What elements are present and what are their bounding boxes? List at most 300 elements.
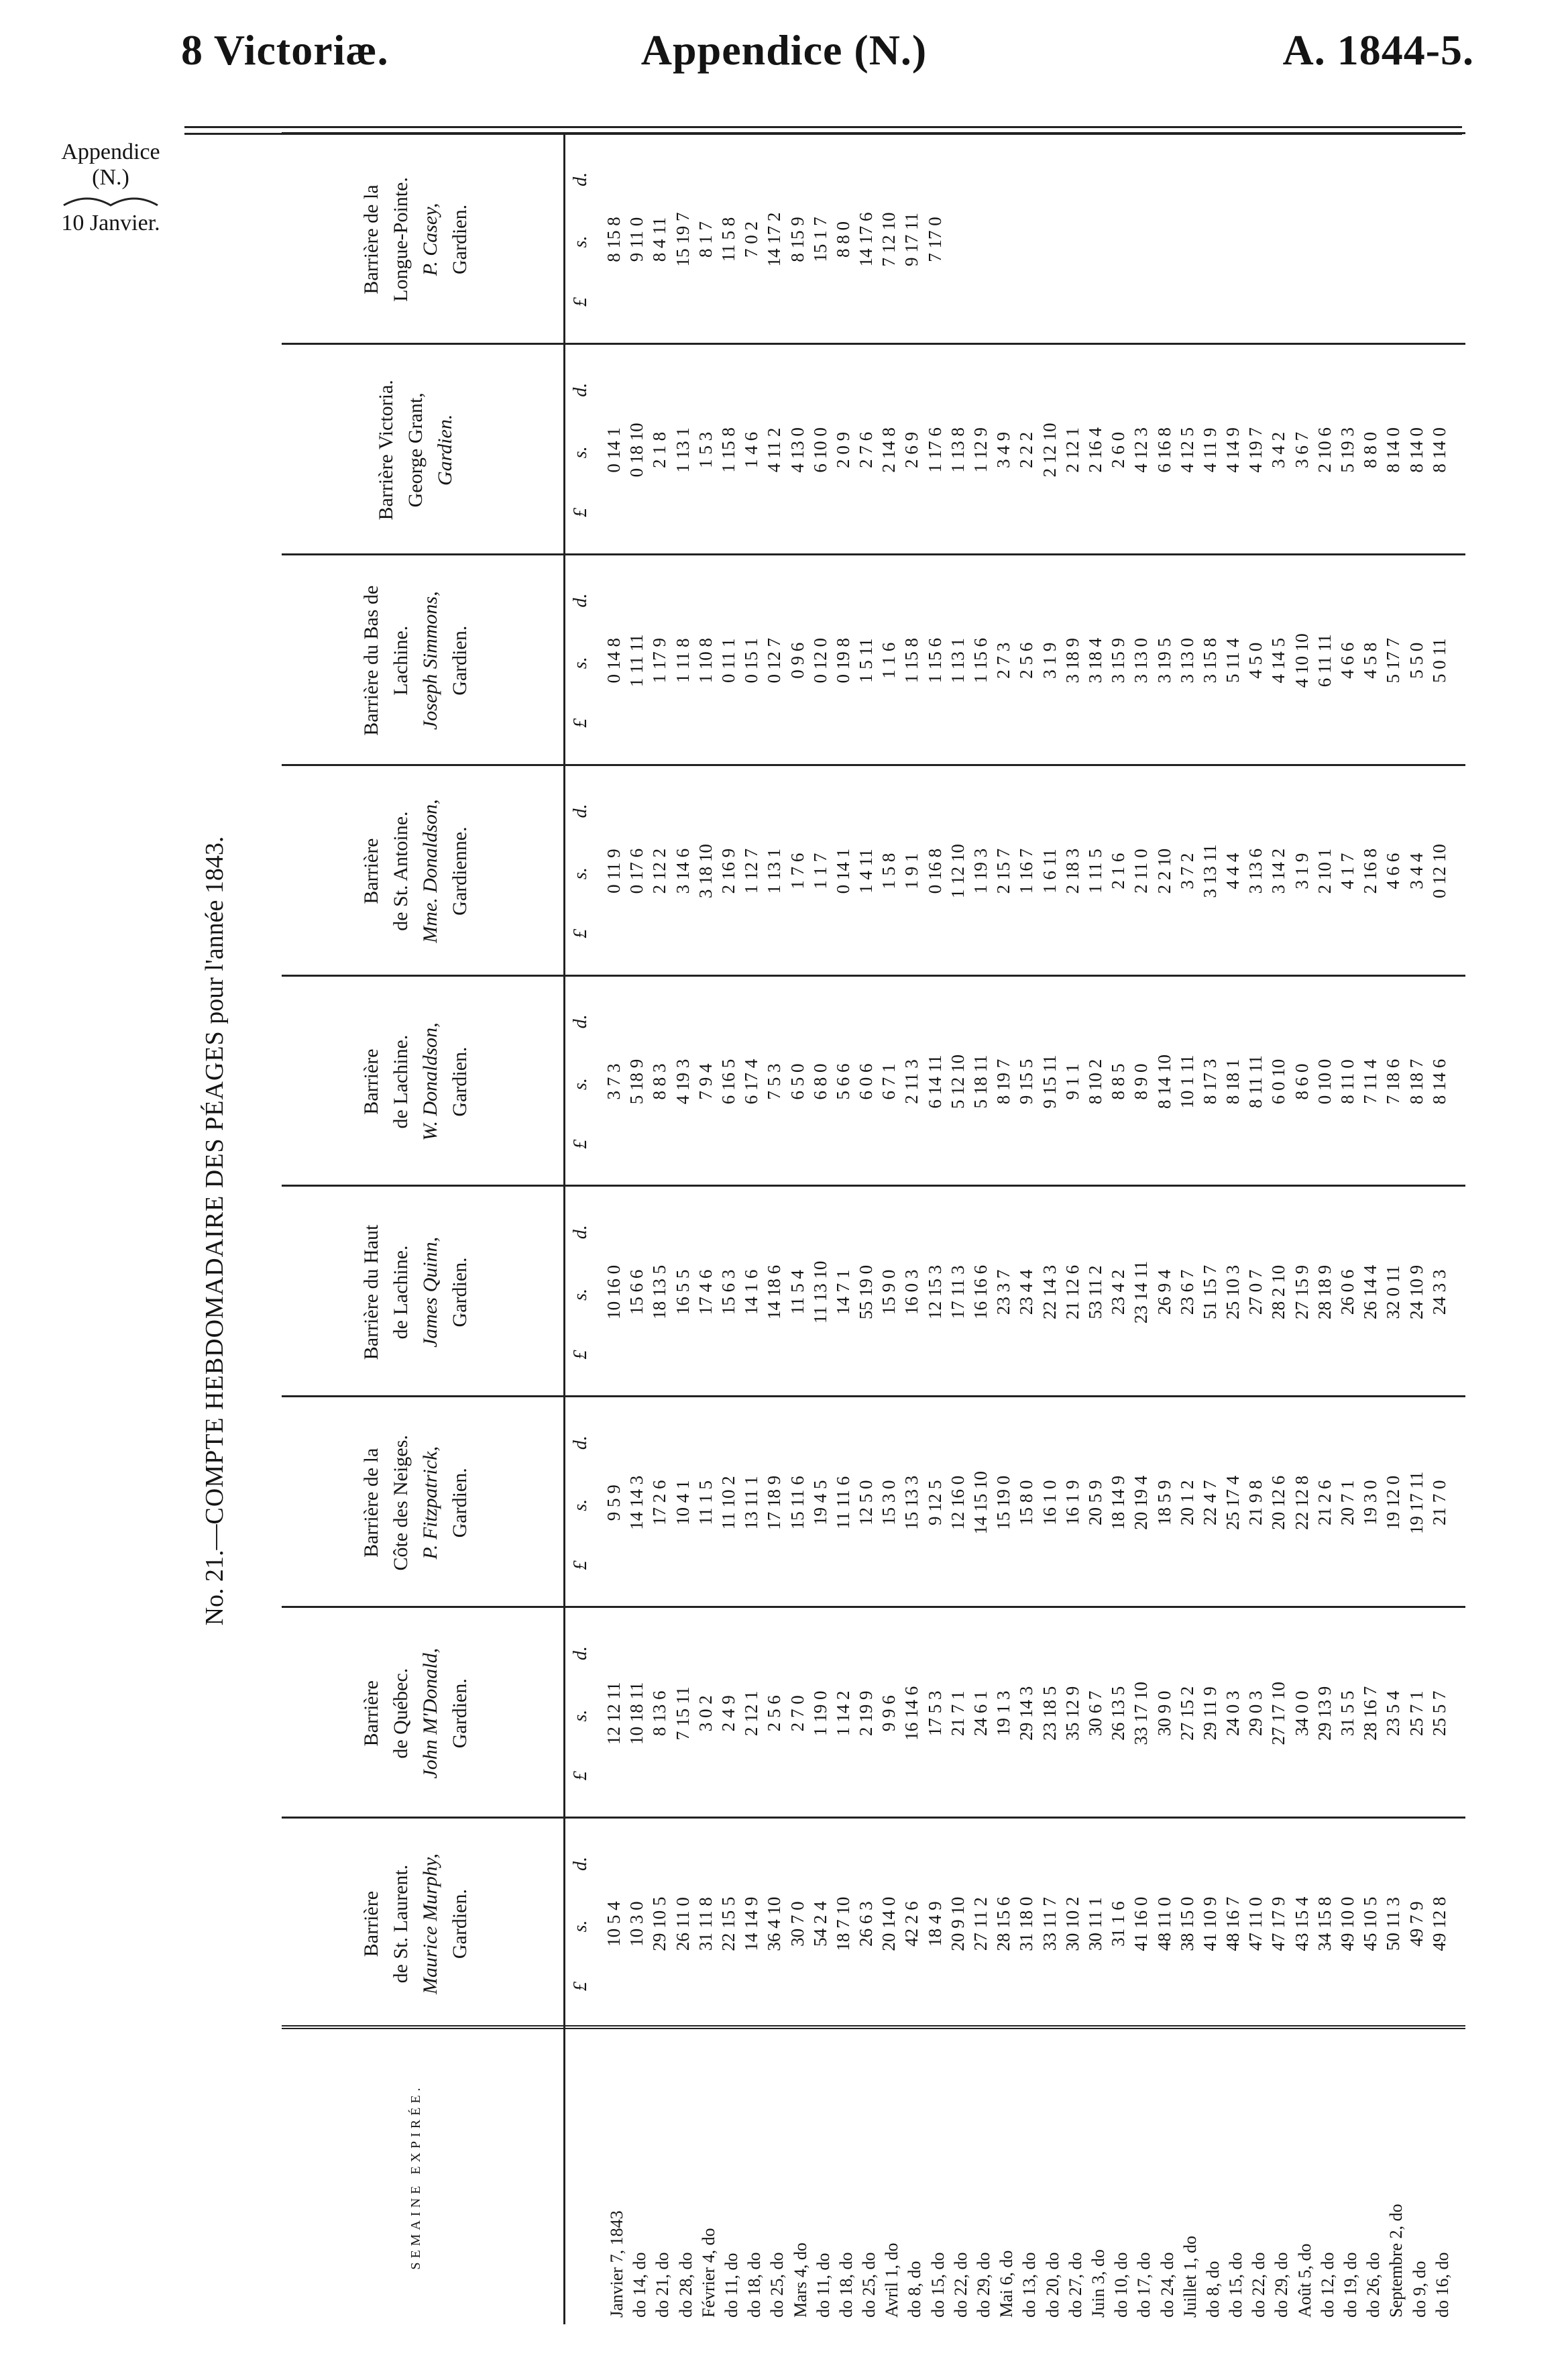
week-date: Août 5, do <box>1294 2243 1314 2318</box>
toll-gate-header-l1: Barrière du Bas de <box>360 585 382 736</box>
toll-amount-cell: 0 10 0 <box>1314 1059 1335 1105</box>
toll-amount-cell: 4 5 0 <box>1245 642 1266 679</box>
week-header-label: SEMAINE EXPIRÉE. <box>408 2084 423 2270</box>
toll-amount-cell: 14 15 10 <box>970 1471 991 1535</box>
unit-label: £ <box>570 1771 591 1781</box>
caption-suffix: pour l'année 1843. <box>201 836 229 1031</box>
unit-label: d. <box>570 382 591 397</box>
side-note-line2: (N.) <box>92 165 129 190</box>
toll-amount-cell: 23 3 7 <box>993 1269 1014 1315</box>
unit-label: s. <box>570 446 591 459</box>
toll-amount-cell: 18 7 10 <box>832 1896 853 1951</box>
header-year: A. 1844-5. <box>1282 26 1474 74</box>
currency-units <box>570 779 592 963</box>
toll-amount-cell: 28 2 10 <box>1268 1264 1289 1319</box>
toll-amount-cell: 18 14 9 <box>1108 1475 1129 1530</box>
toll-amount-cell: 11 13 10 <box>809 1260 830 1324</box>
toll-gate-header-keeper: John M'Donald, <box>419 1647 441 1779</box>
week-date: Septembre 2, do <box>1386 2204 1406 2318</box>
toll-amount-cell: 2 11 0 <box>1131 849 1152 894</box>
toll-amount-cell: 24 3 3 <box>1429 1269 1449 1315</box>
toll-amount-cell: 15 3 0 <box>879 1480 899 1526</box>
toll-amount-cell: 48 11 0 <box>1154 1897 1174 1951</box>
toll-amount-cell: 1 19 3 <box>970 848 991 894</box>
toll-gate-header-l2: de Lachine. <box>390 1245 412 1340</box>
toll-amount-cell: 30 10 2 <box>1062 1896 1082 1951</box>
unit-label: s. <box>570 657 591 669</box>
toll-amount-cell: 1 4 11 <box>856 849 877 894</box>
toll-amount-cell: 0 12 10 <box>1429 844 1449 899</box>
week-date: do 19, do <box>1341 2252 1361 2318</box>
toll-amount-cell: 9 11 0 <box>626 217 647 262</box>
week-date: do 24, do <box>1157 2252 1177 2318</box>
toll-gate-header-role: Gardien. <box>449 1468 471 1538</box>
toll-amount-cell: 9 15 11 <box>1039 1054 1060 1109</box>
week-date: do 27, do <box>1065 2252 1085 2318</box>
toll-amount-cell: 14 14 9 <box>741 1896 762 1951</box>
toll-amount-cell: 12 16 0 <box>947 1475 968 1530</box>
toll-amount-cell: 30 9 0 <box>1154 1690 1174 1736</box>
toll-amount-cell: 53 11 2 <box>1084 1265 1105 1319</box>
unit-label: d. <box>570 1856 591 1871</box>
toll-amount-cell: 1 17 6 <box>924 427 945 473</box>
toll-amount-cell: 2 10 1 <box>1314 848 1335 894</box>
toll-amount-cell: 15 8 0 <box>1016 1480 1037 1526</box>
toll-amount-cell: 14 14 3 <box>626 1475 647 1530</box>
toll-amount-cell: 8 14 0 <box>1383 427 1404 473</box>
toll-gate-header-l1: Barrière du Haut <box>360 1224 382 1360</box>
toll-amount-cell: 2 11 3 <box>901 1059 922 1104</box>
toll-amount-cell: 1 5 11 <box>856 638 877 683</box>
week-date: do 11, do <box>721 2253 741 2318</box>
toll-amount-cell: 7 17 0 <box>924 217 945 262</box>
toll-amount-cell: 33 11 7 <box>1039 1897 1060 1951</box>
toll-amount-cell: 16 1 9 <box>1062 1480 1082 1526</box>
toll-amount-cell: 8 14 0 <box>1406 427 1426 473</box>
unit-label: d. <box>570 1646 591 1661</box>
week-date: do 25, do <box>859 2252 879 2318</box>
toll-gate-header-l1: Barrière Victoria. <box>375 380 397 521</box>
toll-amount-cell: 8 9 0 <box>1131 1063 1152 1100</box>
toll-gate-header-keeper: W. Donaldson, <box>419 1022 441 1141</box>
toll-amount-cell: 25 7 1 <box>1406 1690 1426 1736</box>
toll-amount-cell: 30 11 1 <box>1084 1897 1105 1951</box>
unit-label: d. <box>570 804 591 818</box>
toll-amount-cell: 17 11 3 <box>947 1265 968 1319</box>
week-date: do 8, do <box>905 2261 925 2318</box>
caption-title: COMPTE HEBDOMADAIRE DES PÉAGES <box>201 1030 229 1525</box>
toll-amount-cell: 5 19 3 <box>1337 427 1358 473</box>
toll-amount-cell: 1 4 6 <box>741 431 762 468</box>
toll-amount-cell: 32 0 11 <box>1383 1265 1404 1319</box>
toll-amount-cell: 21 7 1 <box>947 1690 968 1736</box>
toll-amount-cell: 7 15 11 <box>672 1686 693 1741</box>
week-date: do 21, do <box>653 2252 673 2318</box>
toll-amount-cell: 7 18 6 <box>1383 1059 1404 1105</box>
toll-amount-cell: 4 11 2 <box>764 427 785 473</box>
toll-amount-cell: 14 17 6 <box>856 212 877 267</box>
caption-number: No. 21.— <box>201 1524 229 1626</box>
toll-amount-cell: 7 5 3 <box>764 1063 785 1100</box>
toll-amount-cell: 14 7 1 <box>832 1269 853 1315</box>
week-date: Mars 4, do <box>790 2242 810 2318</box>
toll-amount-cell: 23 4 4 <box>1016 1269 1037 1315</box>
toll-amount-cell: 0 15 1 <box>741 637 762 684</box>
week-date: do 15, do <box>1226 2252 1246 2318</box>
toll-amount-cell: 19 4 5 <box>809 1480 830 1526</box>
week-date: do 9, do <box>1409 2261 1429 2318</box>
toll-gate-header <box>282 1397 550 1608</box>
toll-amount-cell: 11 11 6 <box>832 1476 853 1529</box>
toll-amount-cell: 0 9 6 <box>787 642 807 679</box>
toll-amount-cell: 7 12 10 <box>879 212 899 267</box>
currency-units <box>570 1200 592 1384</box>
toll-amount-cell: 3 4 4 <box>1406 853 1426 889</box>
toll-gate-header-l1: Barrière de la <box>360 184 382 294</box>
unit-label: d. <box>570 1014 591 1029</box>
toll-amount-cell: 10 16 0 <box>604 1264 624 1319</box>
toll-amount-cell: 31 1 6 <box>1108 1901 1129 1947</box>
toll-amount-cell: 26 11 0 <box>672 1897 693 1951</box>
top-rule <box>184 126 1462 128</box>
toll-amount-cell: 2 12 1 <box>741 1690 762 1736</box>
currency-units <box>570 148 592 331</box>
toll-amount-cell: 5 18 9 <box>626 1059 647 1105</box>
toll-amount-cell: 20 1 2 <box>1176 1480 1197 1526</box>
unit-label: £ <box>570 1139 591 1149</box>
side-note-line1: Appendice <box>61 140 160 164</box>
toll-amount-cell: 15 19 0 <box>993 1475 1014 1530</box>
toll-amount-cell: 0 11 9 <box>604 849 624 894</box>
toll-amount-cell: 12 15 3 <box>924 1264 945 1319</box>
unit-label: £ <box>570 928 591 938</box>
toll-gate-header <box>282 134 550 345</box>
toll-amount-cell: 49 7 9 <box>1406 1901 1426 1947</box>
toll-gate-header-role: Gardien. <box>449 1889 471 1959</box>
toll-amount-cell: 3 13 0 <box>1176 637 1197 684</box>
week-date: do 13, do <box>1019 2252 1040 2318</box>
week-date: do 22, do <box>950 2252 970 2318</box>
toll-amount-cell: 3 18 10 <box>695 844 716 899</box>
toll-amount-cell: 2 7 6 <box>856 431 877 468</box>
toll-amount-cell: 20 12 6 <box>1268 1475 1289 1530</box>
toll-amount-cell: 2 2 10 <box>1154 848 1174 894</box>
toll-amount-cell: 5 18 11 <box>970 1054 991 1109</box>
toll-amount-cell: 2 16 8 <box>1360 848 1381 894</box>
toll-amount-cell: 10 1 11 <box>1176 1054 1197 1109</box>
toll-amount-cell: 21 7 0 <box>1429 1480 1449 1526</box>
week-date: Mai 6, do <box>997 2250 1017 2318</box>
unit-label: s. <box>570 1288 591 1301</box>
toll-amount-cell: 7 9 4 <box>695 1063 716 1100</box>
toll-amount-cell: 28 18 9 <box>1314 1264 1335 1319</box>
toll-gate-header-keeper: P. Fitzpatrick, <box>419 1446 441 1560</box>
toll-amount-cell: 26 9 4 <box>1154 1269 1174 1315</box>
week-date: do 20, do <box>1042 2252 1062 2318</box>
toll-amount-cell: 0 14 8 <box>604 637 624 684</box>
toll-amount-cell: 16 0 3 <box>901 1269 922 1315</box>
toll-amount-cell: 3 18 9 <box>1062 637 1082 684</box>
toll-amount-cell: 8 8 3 <box>649 1063 670 1100</box>
toll-amount-cell: 17 2 6 <box>649 1480 670 1526</box>
toll-amount-cell: 28 16 7 <box>1360 1686 1381 1741</box>
toll-amount-cell: 1 19 0 <box>809 1690 830 1736</box>
toll-amount-cell: 29 11 9 <box>1199 1686 1220 1741</box>
week-date: Janvier 7, 1843 <box>607 2210 626 2318</box>
toll-amount-cell: 20 5 9 <box>1084 1480 1105 1526</box>
toll-amount-cell: 0 11 1 <box>718 638 738 683</box>
toll-amount-cell: 8 6 0 <box>1291 1063 1312 1100</box>
toll-amount-cell: 8 8 5 <box>1108 1063 1129 1100</box>
week-date: do 26, do <box>1363 2252 1384 2318</box>
toll-amount-cell: 2 19 9 <box>856 1690 877 1736</box>
currency-units <box>570 569 592 753</box>
toll-amount-cell: 2 15 7 <box>993 848 1014 894</box>
table-caption <box>194 795 235 1667</box>
toll-amount-cell: 18 13 5 <box>649 1264 670 1319</box>
toll-amount-cell: 21 12 6 <box>1062 1264 1082 1319</box>
toll-amount-cell: 12 5 0 <box>856 1480 877 1526</box>
toll-amount-cell: 21 2 6 <box>1314 1480 1335 1526</box>
currency-units <box>570 1832 592 2016</box>
unit-label: s. <box>570 1709 591 1722</box>
toll-amount-cell: 6 7 1 <box>879 1063 899 1100</box>
toll-amount-cell: 20 7 1 <box>1337 1480 1358 1526</box>
toll-amount-cell: 6 14 11 <box>924 1054 945 1109</box>
toll-amount-cell: 4 14 5 <box>1268 637 1289 684</box>
toll-amount-cell: 1 6 11 <box>1039 849 1060 894</box>
toll-amount-cell: 24 6 1 <box>970 1690 991 1736</box>
toll-amount-cell: 28 15 6 <box>993 1896 1014 1951</box>
toll-amount-cell: 3 13 11 <box>1199 844 1220 898</box>
unit-label: £ <box>570 1560 591 1570</box>
toll-amount-cell: 6 0 6 <box>856 1063 877 1100</box>
toll-amount-cell: 29 10 5 <box>649 1896 670 1951</box>
toll-amount-cell: 48 16 7 <box>1223 1896 1243 1951</box>
toll-amount-cell: 2 6 0 <box>1108 431 1129 468</box>
toll-amount-cell: 2 12 2 <box>649 848 670 894</box>
week-date: do 15, do <box>928 2252 948 2318</box>
toll-amount-cell: 1 14 2 <box>832 1690 853 1736</box>
toll-amount-cell: 1 13 1 <box>947 637 968 684</box>
toll-gate-header-l1: Barrière de la <box>360 1448 382 1558</box>
toll-amount-cell: 25 5 7 <box>1429 1690 1449 1736</box>
unit-label: d. <box>570 172 591 186</box>
toll-amount-cell: 4 12 5 <box>1176 427 1197 473</box>
toll-amount-cell: 15 9 0 <box>879 1269 899 1315</box>
toll-amount-cell: 1 15 8 <box>901 637 922 684</box>
toll-gate-header-l2: de St. Laurent. <box>390 1864 412 1984</box>
toll-amount-cell: 4 19 7 <box>1245 427 1266 473</box>
toll-gate-header <box>282 1187 550 1397</box>
toll-amount-cell: 1 10 8 <box>695 637 716 684</box>
toll-amount-cell: 45 10 5 <box>1360 1896 1381 1951</box>
toll-amount-cell: 35 12 9 <box>1062 1686 1082 1741</box>
toll-amount-cell: 8 18 1 <box>1223 1059 1243 1105</box>
toll-amount-cell: 22 12 8 <box>1291 1475 1312 1530</box>
week-date: do 17, do <box>1134 2252 1154 2318</box>
week-date: Juin 3, do <box>1088 2249 1108 2318</box>
toll-amount-cell: 6 16 8 <box>1154 427 1174 473</box>
toll-amount-cell: 5 12 10 <box>947 1054 968 1110</box>
toll-gate-header-keeper: James Quinn, <box>419 1236 441 1348</box>
toll-amount-cell: 19 17 11 <box>1406 1471 1426 1535</box>
toll-amount-cell: 1 13 1 <box>672 427 693 473</box>
toll-amount-cell: 18 5 9 <box>1154 1480 1174 1526</box>
toll-amount-cell: 1 11 5 <box>1084 849 1105 894</box>
toll-amount-cell: 23 6 7 <box>1176 1269 1197 1315</box>
side-note <box>40 140 181 236</box>
toll-gate-header <box>282 1608 550 1819</box>
toll-amount-cell: 0 12 0 <box>809 637 830 684</box>
toll-gate-header-role: Gardien. <box>449 1678 471 1749</box>
toll-gate-header-l2: Lachine. <box>390 625 412 696</box>
toll-amount-cell: 3 4 2 <box>1268 431 1289 468</box>
toll-amount-cell: 42 2 6 <box>901 1901 922 1947</box>
week-date: do 11, do <box>813 2253 833 2318</box>
toll-amount-cell: 1 11 11 <box>626 634 647 688</box>
toll-amount-cell: 16 14 6 <box>901 1686 922 1741</box>
week-date: do 22, do <box>1249 2252 1269 2318</box>
toll-amount-cell: 4 10 10 <box>1291 633 1312 688</box>
toll-amount-cell: 10 3 0 <box>626 1901 647 1947</box>
toll-amount-cell: 8 8 0 <box>832 221 853 258</box>
toll-amount-cell: 15 6 3 <box>718 1269 738 1315</box>
toll-amount-cell: 1 12 7 <box>741 848 762 894</box>
toll-amount-cell: 2 1 8 <box>649 431 670 468</box>
toll-amount-cell: 8 18 7 <box>1406 1059 1426 1105</box>
toll-amount-cell: 1 17 9 <box>649 637 670 684</box>
toll-amount-cell: 43 15 4 <box>1291 1896 1312 1951</box>
toll-amount-cell: 3 19 5 <box>1154 637 1174 684</box>
toll-amount-cell: 20 9 10 <box>947 1896 968 1951</box>
toll-amount-cell: 3 14 2 <box>1268 848 1289 894</box>
toll-amount-cell: 17 18 9 <box>764 1475 785 1530</box>
toll-amount-cell: 2 16 4 <box>1084 427 1105 473</box>
toll-amount-cell: 51 15 7 <box>1199 1264 1220 1319</box>
toll-amount-cell: 54 2 4 <box>809 1901 830 1947</box>
toll-amount-cell: 23 18 5 <box>1039 1686 1060 1741</box>
header-rule <box>563 134 565 2324</box>
toll-amount-cell: 10 18 11 <box>626 1682 647 1745</box>
toll-gate-header-l2: de Lachine. <box>390 1034 412 1129</box>
toll-amount-cell: 30 6 7 <box>1084 1690 1105 1736</box>
unit-label: s. <box>570 867 591 880</box>
unit-label: £ <box>570 1982 591 1992</box>
tolls-table <box>282 134 1465 2324</box>
toll-amount-cell: 8 13 6 <box>649 1690 670 1736</box>
currency-units <box>570 990 592 1174</box>
toll-amount-cell: 7 11 4 <box>1360 1059 1381 1104</box>
toll-amount-cell: 6 16 5 <box>718 1059 738 1105</box>
toll-amount-cell: 3 1 9 <box>1291 853 1312 889</box>
toll-amount-cell: 41 10 9 <box>1199 1896 1220 1951</box>
toll-amount-cell: 34 15 8 <box>1314 1896 1335 1951</box>
toll-amount-cell: 19 1 3 <box>993 1690 1014 1736</box>
toll-amount-cell: 16 5 5 <box>672 1269 693 1315</box>
toll-amount-cell: 2 2 2 <box>1016 431 1037 468</box>
toll-amount-cell: 47 11 0 <box>1245 1897 1266 1951</box>
toll-amount-cell: 16 1 0 <box>1039 1480 1060 1526</box>
toll-amount-cell: 3 18 4 <box>1084 637 1105 684</box>
toll-amount-cell: 9 17 11 <box>901 212 922 266</box>
toll-amount-cell: 8 17 3 <box>1199 1059 1220 1105</box>
toll-amount-cell: 2 18 3 <box>1062 848 1082 894</box>
toll-amount-cell: 2 7 0 <box>787 1695 807 1732</box>
toll-amount-cell: 3 13 6 <box>1245 848 1266 894</box>
toll-amount-cell: 15 19 7 <box>672 212 693 267</box>
toll-amount-cell: 34 0 0 <box>1291 1690 1312 1736</box>
toll-amount-cell: 31 5 5 <box>1337 1690 1358 1736</box>
toll-amount-cell: 4 12 3 <box>1131 427 1152 473</box>
toll-amount-cell: 50 11 3 <box>1383 1897 1404 1951</box>
toll-amount-cell: 3 4 9 <box>993 431 1014 468</box>
unit-label: d. <box>570 593 591 608</box>
toll-gate-header <box>282 766 550 977</box>
toll-amount-cell: 4 4 4 <box>1223 853 1243 889</box>
currency-units <box>570 1411 592 1594</box>
toll-amount-cell: 9 9 6 <box>879 1695 899 1732</box>
week-date: do 29, do <box>1272 2252 1292 2318</box>
toll-amount-cell: 5 6 6 <box>832 1063 853 1100</box>
toll-amount-cell: 0 16 8 <box>924 848 945 894</box>
week-date: do 28, do <box>675 2252 695 2318</box>
toll-amount-cell: 15 1 7 <box>809 217 830 262</box>
toll-amount-cell: 18 4 9 <box>924 1901 945 1947</box>
week-date: do 18, do <box>836 2252 856 2318</box>
toll-amount-cell: 27 0 7 <box>1245 1269 1266 1315</box>
toll-amount-cell: 4 6 6 <box>1337 642 1358 679</box>
toll-gate-header <box>282 977 550 1187</box>
toll-gate-header <box>282 345 550 555</box>
toll-amount-cell: 11 10 2 <box>718 1476 738 1530</box>
toll-amount-cell: 27 17 10 <box>1268 1681 1289 1745</box>
toll-amount-cell: 1 12 9 <box>970 427 991 473</box>
toll-amount-cell: 0 12 7 <box>764 637 785 684</box>
unit-label: £ <box>570 1350 591 1360</box>
toll-amount-cell: 14 18 6 <box>764 1264 785 1319</box>
unit-label: s. <box>570 1920 591 1933</box>
week-date: do 16, do <box>1432 2252 1452 2318</box>
unit-label: d. <box>570 1225 591 1240</box>
toll-amount-cell: 2 14 8 <box>879 427 899 473</box>
unit-label: s. <box>570 1078 591 1090</box>
toll-amount-cell: 12 12 11 <box>604 1682 624 1745</box>
toll-gate-header-l1: Barrière <box>360 1890 382 1957</box>
toll-gate-header-role: Gardien. <box>449 1257 471 1328</box>
toll-amount-cell: 1 13 1 <box>764 848 785 894</box>
toll-amount-cell: 1 13 8 <box>947 427 968 473</box>
toll-gate-header-l2: Longue-Pointe. <box>390 177 412 302</box>
toll-amount-cell: 8 10 2 <box>1084 1059 1105 1105</box>
toll-amount-cell: 11 5 4 <box>787 1270 807 1315</box>
toll-gate-header-keeper: Joseph Simmons, <box>419 591 441 731</box>
toll-amount-cell: 16 16 6 <box>970 1264 991 1319</box>
unit-label: s. <box>570 1499 591 1511</box>
toll-amount-cell: 33 17 10 <box>1131 1681 1152 1745</box>
toll-amount-cell: 0 14 1 <box>604 427 624 473</box>
toll-amount-cell: 23 14 11 <box>1131 1260 1152 1324</box>
toll-gate-header-keeper: P. Casey, <box>419 203 441 276</box>
week-date: do 10, do <box>1111 2252 1131 2318</box>
toll-amount-cell: 5 5 0 <box>1406 642 1426 679</box>
toll-gate-header-role: Gardienne. <box>449 826 471 916</box>
toll-amount-cell: 27 15 9 <box>1291 1264 1312 1319</box>
toll-amount-cell: 17 4 6 <box>695 1269 716 1315</box>
toll-amount-cell: 0 18 10 <box>626 423 647 478</box>
toll-amount-cell: 3 7 2 <box>1176 853 1197 889</box>
toll-amount-cell: 10 5 4 <box>604 1901 624 1947</box>
